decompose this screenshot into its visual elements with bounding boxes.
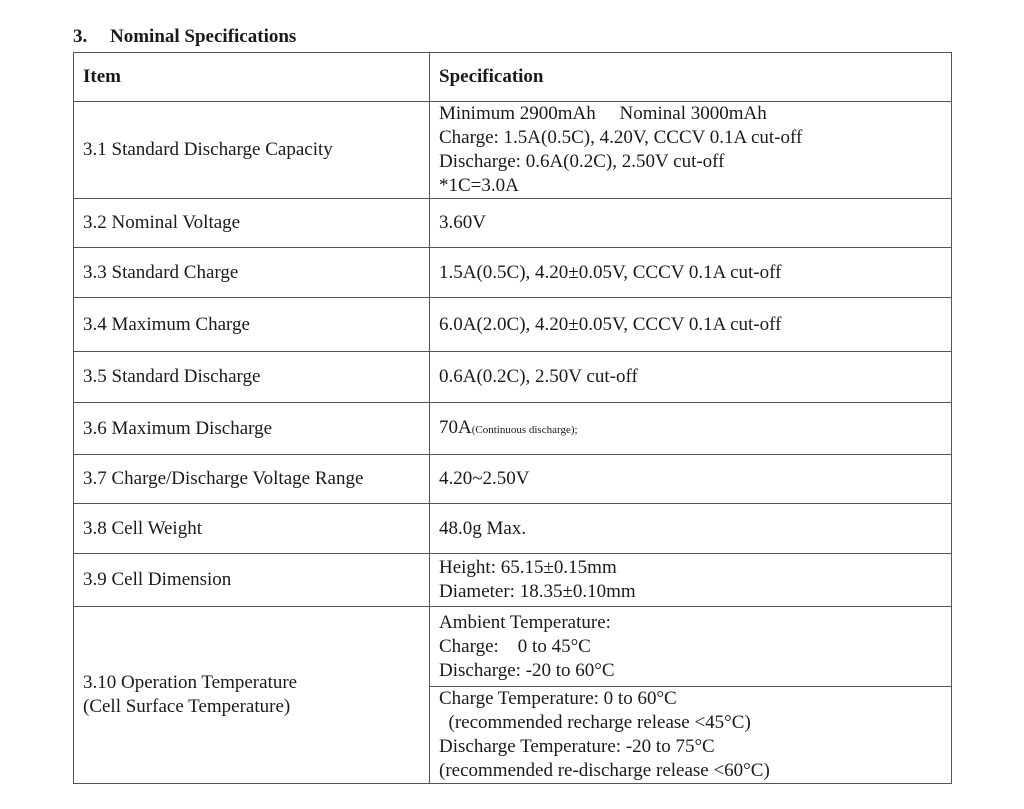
spec-line: Diameter: 18.35±0.10mm [439,581,636,602]
spec-line: Charge: 1.5A(0.5C), 4.20V, CCCV 0.1A cut-off [439,127,803,148]
table-row [74,102,952,199]
table-row [74,607,952,687]
spec-line: Discharge Temperature: -20 to 75°C [439,736,715,757]
table-row [74,403,952,455]
header-item: Item [74,53,430,102]
table-row [74,298,952,352]
table-row [74,504,952,554]
section-number: 3. [73,26,88,47]
spec-line: Height: 65.15±0.15mm [439,557,617,578]
spec-cell: 4.20~2.50V [430,455,952,504]
item-cell: 3.2 Nominal Voltage [74,199,430,248]
spec-cell: 6.0A(2.0C), 4.20±0.05V, CCCV 0.1A cut-off [430,298,952,352]
table-row [74,199,952,248]
spec-cell [430,102,952,199]
item-cell: 3.1 Standard Discharge Capacity [74,102,430,199]
item-cell [74,607,430,784]
item-line: 3.10 Operation Temperature [83,672,298,693]
spec-line: *1C=3.0A [439,175,519,196]
item-cell: 3.6 Maximum Discharge [74,403,430,455]
spec-line: (recommended recharge release <45°C) [439,712,751,733]
spec-line: Ambient Temperature: [439,611,611,633]
table-row [74,554,952,607]
item-cell: 3.7 Charge/Discharge Voltage Range [74,455,430,504]
header-specification: Specification [430,53,952,102]
spec-note: (Continuous discharge); [471,423,578,436]
spec-cell [430,687,952,784]
spec-line: Discharge: -20 to 60°C [439,659,615,681]
table-header-row [74,53,952,102]
spec-line: (recommended re-discharge release <60°C) [439,760,770,781]
item-cell: 3.4 Maximum Charge [74,298,430,352]
spec-cell [430,403,952,455]
item-cell: 3.3 Standard Charge [74,248,430,298]
item-line: (Cell Surface Temperature) [83,696,291,717]
table-row [74,455,952,504]
spec-cell [430,554,952,607]
spec-cell: 1.5A(0.5C), 4.20±0.05V, CCCV 0.1A cut-off [430,248,952,298]
table-row [74,248,952,298]
spec-line: Minimum 2900mAh Nominal 3000mAh [439,103,767,124]
spec-cell: 3.60V [430,199,952,248]
spec-table [73,52,952,784]
section-heading [73,26,296,48]
spec-line: Discharge: 0.6A(0.2C), 2.50V cut-off [439,151,725,172]
spec-value: 70A [439,416,472,438]
spec-cell: 48.0g Max. [430,504,952,554]
spec-line: Charge: 0 to 45°C [439,635,591,657]
section-title: Nominal Specifications [110,26,297,47]
item-cell: 3.8 Cell Weight [74,504,430,554]
item-cell: 3.5 Standard Discharge [74,352,430,403]
spec-line: Charge Temperature: 0 to 60°C [439,688,677,709]
item-cell: 3.9 Cell Dimension [74,554,430,607]
spec-cell: 0.6A(0.2C), 2.50V cut-off [430,352,952,403]
table-row [74,352,952,403]
spec-cell [430,607,952,687]
